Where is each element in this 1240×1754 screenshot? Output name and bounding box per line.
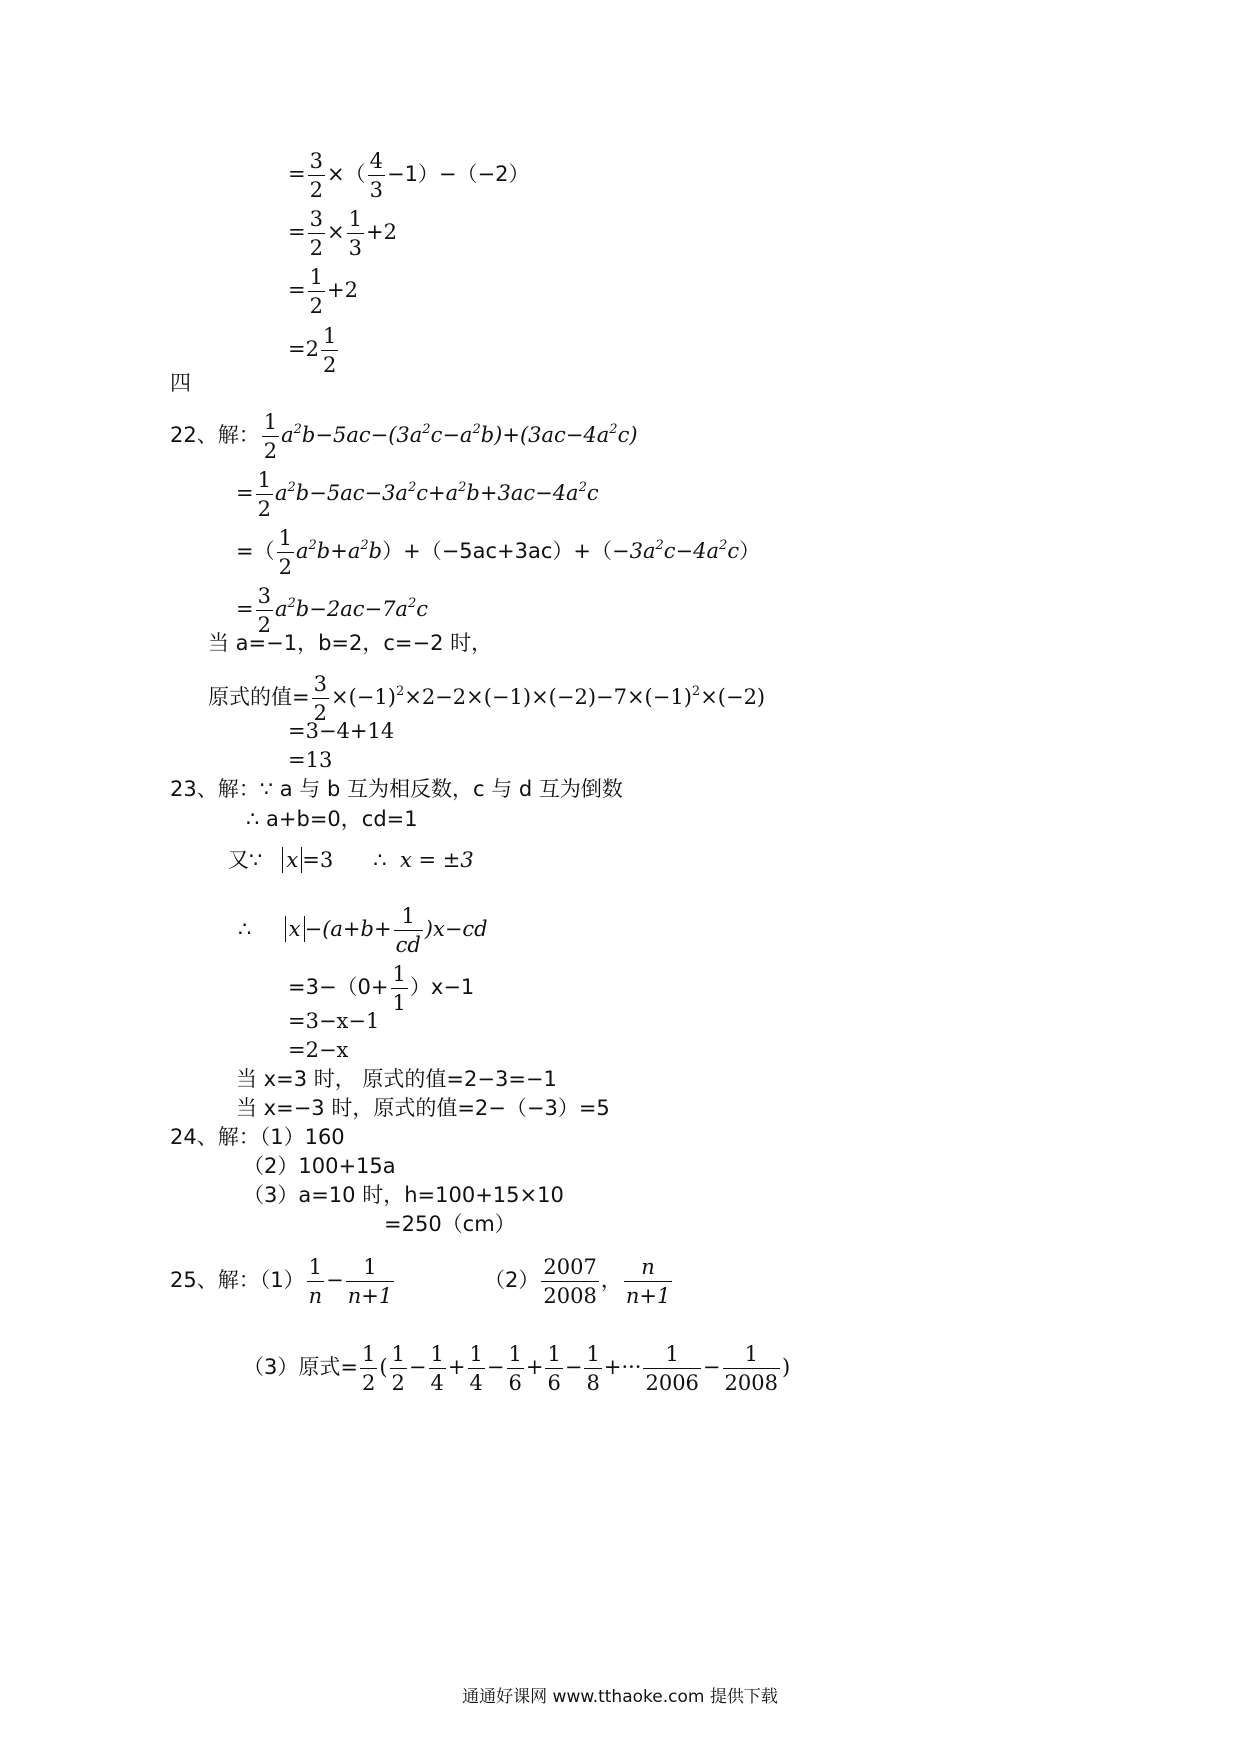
fraction: $\frac{1}{1}$ [392, 962, 406, 1015]
fraction: $\frac{1}{2}$ [361, 1342, 376, 1395]
q22-line-4: = $\frac{3}{2}$ $a^2b-2ac-7a^2c$ [236, 584, 429, 637]
fraction: $\frac{1}{4}$ [469, 1342, 483, 1395]
fraction: $\frac{1}{2}$ [322, 324, 337, 377]
fraction: $\frac{1}{n}$ [308, 1255, 323, 1308]
fraction: $\frac{3}{2}$ [257, 584, 271, 637]
q24-line-2: （2）100+15a [243, 1154, 396, 1178]
fraction: $\frac{1}{n+1}$ [347, 1255, 393, 1308]
q23-line-2: ∴ a+b=0，cd=1 [246, 807, 418, 831]
fraction: $\frac{1}{2}$ [391, 1342, 405, 1395]
calc-line-4: =2 $\frac{1}{2}$ [288, 324, 337, 377]
calc-line-1: = $\frac{3}{2}$ ×（ $\frac{4}{3}$ −1）−（−2） [288, 149, 530, 202]
fraction: $\frac{1}{2}$ [257, 468, 271, 521]
fraction: $\frac{1}{2006}$ [645, 1342, 699, 1395]
calc-line-3: = $\frac{1}{2}$ +2 [288, 265, 358, 318]
q22-line-1: 22、解： $\frac{1}{2}$ $a^2b-5ac-(3a^2c-a^2b)+(3ac-4a^2c)$ [170, 410, 638, 463]
fraction: $\frac{1}{2008}$ [724, 1342, 778, 1395]
q25-line-3: （3）原式= $\frac{1}{2}$ ( $\frac{1}{2}$ − $\frac{1}{4}$ + $\frac{1}{4}$ − $\frac{1}{6}$ + $\frac{1}{6}$ − $\frac{1}{8}$ +··· $\frac{1}{2006}$ − $\frac{1}{2008}$ ) [243, 1342, 791, 1395]
q23-line-3: 又∵ x =3 ∴ x = ±3 [228, 848, 474, 872]
q23-line-5: =3−（0+ $\frac{1}{1}$ ）x−1 [288, 962, 475, 1015]
q22-result-1: =3−4+14 [288, 719, 395, 743]
q23-line-7: =2−x [288, 1038, 349, 1062]
q25-line-1: 25、解：（1） $\frac{1}{n}$ − $\frac{1}{n+1}$ [170, 1255, 393, 1308]
fraction: $\frac{1}{6}$ [547, 1342, 561, 1395]
q22-result-2: =13 [288, 748, 333, 772]
q24-line-4: =250（cm） [384, 1212, 516, 1236]
q22-line-2: = $\frac{1}{2}$ $a^2b-5ac-3a^2c+a^2b+3ac-4a^2c$ [236, 468, 599, 521]
page-footer: 通通好课网 www.tthaoke.com 提供下载 [462, 1687, 778, 1707]
fraction: $\frac{4}{3}$ [369, 149, 383, 202]
q23-line-1: 23、解：∵ a 与 b 互为相反数，c 与 d 互为倒数 [170, 777, 623, 801]
q23-line-8: 当 x=3 时， 原式的值=2−3=−1 [236, 1067, 557, 1091]
q23-line-9: 当 x=−3 时，原式的值=2−（−3）=5 [236, 1096, 610, 1120]
fraction: $\frac{2007}{2008}$ [543, 1255, 597, 1308]
q25-line-1b: （2） $\frac{2007}{2008}$ ， $\frac{n}{n+1}$ [484, 1255, 671, 1308]
q23-line-4: ∴ x −(a+b+ $\frac{1}{cd}$ )x−cd [238, 904, 488, 957]
fraction: $\frac{3}{2}$ [309, 207, 323, 260]
q22-line-3: =（ $\frac{1}{2}$ $a^2b+a^2b)+(-5ac+3ac)+(-3a^2c-4a^2c)$ [236, 526, 761, 579]
q23-line-6: =3−x−1 [288, 1009, 380, 1033]
q24-line-3: （3）a=10 时，h=100+15×10 [243, 1183, 564, 1207]
section-heading: 四 [170, 371, 191, 395]
fraction: $\frac{1}{8}$ [586, 1342, 600, 1395]
fraction: $\frac{1}{3}$ [348, 207, 362, 260]
fraction: $\frac{n}{n+1}$ [625, 1255, 671, 1308]
q22-value: 原式的值= $\frac{3}{2}$ $\times(-1)^2\times 2-2\times(-1)\times(-2)-7\times(-1)^2\times(-2)$ [208, 672, 766, 725]
fraction: $\frac{1}{2}$ [263, 410, 278, 463]
fraction: $\frac{1}{4}$ [430, 1342, 444, 1395]
q24-line-1: 24、解：（1）160 [170, 1125, 345, 1149]
calc-line-2: = $\frac{3}{2}$ × $\frac{1}{3}$ +2 [288, 207, 397, 260]
fraction: $\frac{1}{2}$ [278, 526, 292, 579]
fraction: $\frac{1}{cd}$ [395, 904, 421, 957]
fraction: $\frac{1}{2}$ [309, 265, 323, 318]
fraction: $\frac{3}{2}$ [313, 672, 327, 725]
fraction: $\frac{1}{6}$ [508, 1342, 522, 1395]
fraction: $\frac{3}{2}$ [309, 149, 323, 202]
q22-condition: 当 a=−1，b=2，c=−2 时， [208, 631, 493, 655]
